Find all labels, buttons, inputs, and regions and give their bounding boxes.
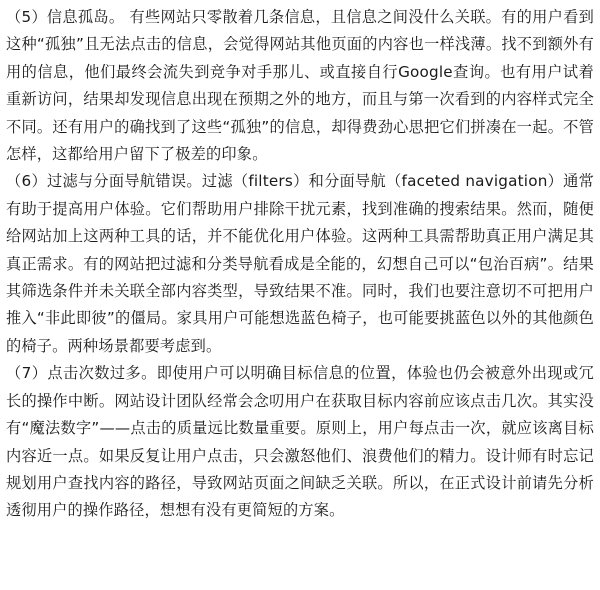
paragraph-too-many-clicks: （7）点击次数过多。即使用户可以明确目标信息的位置，体验也仍会被意外出现或冗长的操作中断。网站设计团队经常会念叨用户在获取目标内容前应该点击几次。其实没有“魔法数字”——点击的质量远比数量重要。原则上，用户每点击一次，就应该离目标内容近一点。如果反复让用户点击，只会激怒他们、浪费他们的精力。设计师有时忘记规划用户查找内容的路径，导致网站页面之间缺乏关联。所以，在正式设计前请先分析透彻用户的操作路径，想想有没有更简短的方案。 bbox=[6, 364, 594, 520]
paragraph-information-island: （5）信息孤岛。 有些网站只零散着几条信息，且信息之间没什么关联。有的用户看到这种“孤独”且无法点击的信息，会觉得网站其他页面的内容也一样浅薄。找不到额外有用的信息，他们最终会流失到竞争对手那儿、或直接自行Google查询。也有用户试着重新访问，结果却发现信息出现在预期之外的地方，而且与第一次看到的内容样式完全不同。还有用户的确找到了这些“孤独”的信息，却得费劲心思把它们拼凑在一起。不管怎样，这都给用户留下了极差的印象。 bbox=[6, 8, 594, 164]
paragraph-filter-faceted-navigation: （6）过滤与分面导航错误。过滤（filters）和分面导航（faceted navigation）通常有助于提高用户体验。它们帮助用户排除干扰元素，找到准确的搜索结果。然而，随便给网站加上这两种工具的话，并不能优化用户体验。这两种工具需帮助真正用户满足其真正需求。有的网站把过滤和分类导航看成是全能的，幻想自己可以“包治百病”。结果其筛选条件并未关联全部内容类型，导致结果不准。同时，我们也要注意切不可把用户推入“非此即彼”的僵局。家具用户可能想选蓝色椅子，也可能要挑蓝色以外的其他颜色的椅子。两种场景都要考虑到。 bbox=[6, 172, 594, 355]
